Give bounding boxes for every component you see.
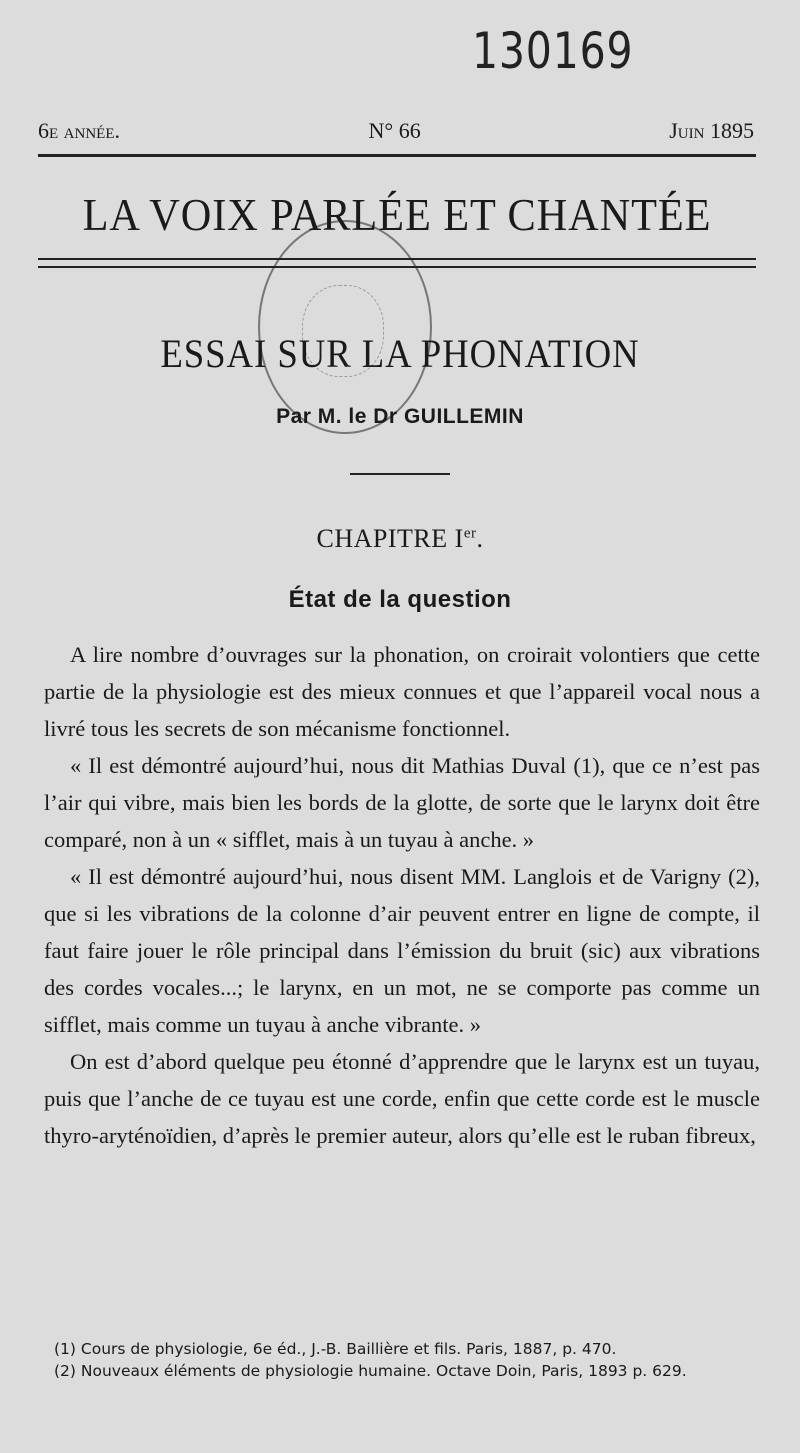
title-rule-bottom — [38, 266, 756, 268]
chapter-label: CHAPITRE I — [316, 524, 464, 553]
chapter-period: . — [476, 524, 484, 553]
chapter-heading — [0, 524, 800, 554]
journal-title: LA VOIX PARLÉE ET CHANTÉE — [82, 189, 712, 240]
footnote: (1) Cours de physiologie, 6e éd., J.-B. Baillière et fils. Paris, 1887, p. 470. — [54, 1340, 617, 1358]
paragraph: « Il est démontré aujourd’hui, nous dit Mathias Duval (1), que ce n’est pas l’air qui vibre, mais bien les bords de la glotte, de sorte que le larynx doit être comparé, non à un « sifflet, mais à un tuyau à anche. » — [44, 753, 760, 852]
article-author: Par M. le Dr GUILLEMIN — [276, 405, 524, 428]
header-rule — [38, 154, 756, 157]
title-rule-top — [38, 258, 756, 260]
section-title: État de la question — [288, 586, 512, 613]
header-issue-number: N° 66 — [368, 118, 421, 143]
paragraph: A lire nombre d’ouvrages sur la phonation, on croirait volontiers que cette partie de la physiologie est des mieux connues et que l’appareil vocal nous a livré tous les secrets de son mécanisme fonctionnel. — [44, 642, 760, 741]
header-year: 6e année. — [38, 118, 120, 143]
paragraph: On est d’abord quelque peu étonné d’apprendre que le larynx est un tuyau, puis que l’anche de ce tuyau est une corde, enfin que cette corde est le muscle thyro-aryténoïdien, d’après le premier auteur, alors qu’elle est le ruban fibreux, — [44, 1049, 760, 1148]
header-date: Juin 1895 — [669, 118, 754, 143]
section-divider — [350, 473, 450, 475]
footnote: (2) Nouveaux éléments de physiologie humaine. Octave Doin, Paris, 1893 p. 629. — [54, 1362, 687, 1380]
article-title: ESSAI SUR LA PHONATION — [160, 331, 640, 376]
article-body — [44, 636, 760, 1154]
journal-header — [38, 118, 754, 144]
paragraph: « Il est démontré aujourd’hui, nous disent MM. Langlois et de Varigny (2), que si les vibrations de la colonne d’air peuvent entrer en ligne de compte, il faut faire jouer le rôle principal dans l’émission du bruit (sic) aux vibrations des cordes vocales...; le larynx, en un mot, ne se comporte pas comme un sifflet, mais comme un tuyau à anche vibrante. » — [44, 864, 760, 1037]
library-stamp-number: 130169 — [472, 22, 634, 80]
footnotes — [54, 1338, 766, 1382]
chapter-suffix: er — [463, 525, 477, 542]
